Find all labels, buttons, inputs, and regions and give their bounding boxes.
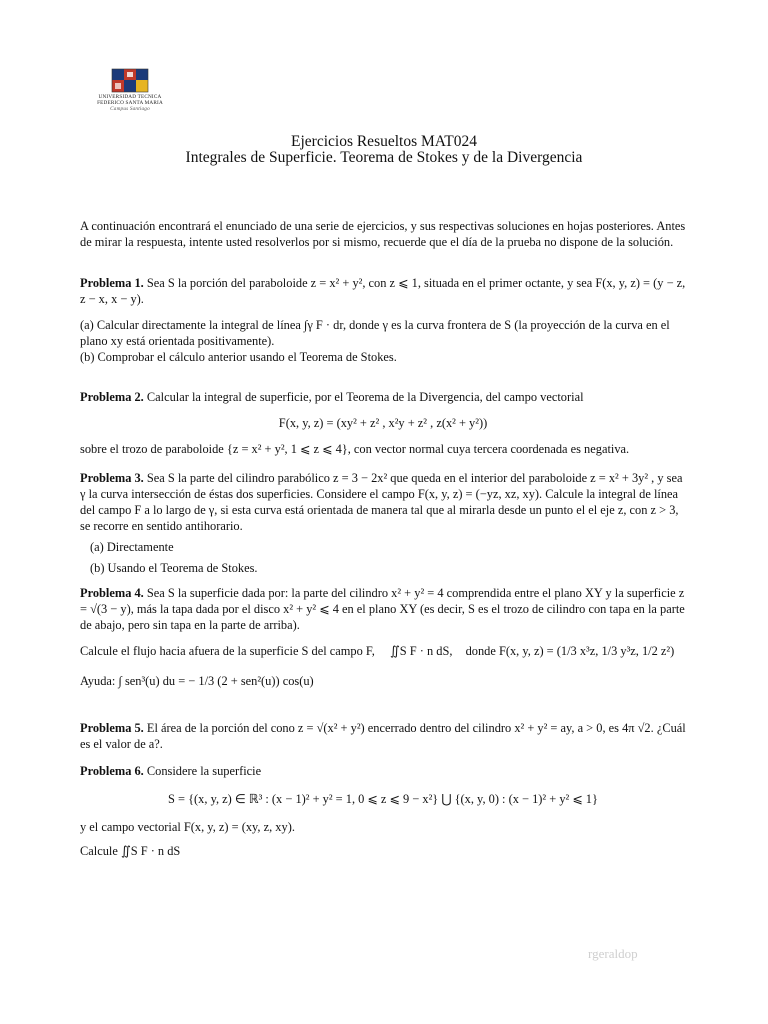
- problem-3-part-a: (a) Directamente: [90, 540, 174, 554]
- problem-1-part-b: (b) Comprobar el cálculo anterior usando el Teorema de Stokes.: [80, 350, 397, 364]
- problem-2-after: sobre el trozo de paraboloide {z = x² + y², 1 ⩽ z ⩽ 4}, con vector normal cuya tercera coordenada es negativa.: [80, 442, 630, 456]
- problem-2: [80, 389, 686, 457]
- problem-4-hint: ∫ sen³(u) du = − 1/3 (2 + sen²(u)) cos(u): [118, 674, 314, 688]
- problem-4-surface-integral: ∬S F · n dS,: [390, 644, 453, 658]
- problem-6-label: Problema 6.: [80, 764, 144, 778]
- logo-line-2: FEDERICO SANTA MARIA: [97, 100, 163, 106]
- problem-2-formula: F(x, y, z) = (xy² + z² , x²y + z² , z(x² + y²)): [278, 416, 488, 430]
- problem-2-label: Problema 2.: [80, 390, 144, 404]
- document-title: Ejercicios Resueltos MAT024: [291, 133, 477, 150]
- problem-5-text: El área de la porción del cono z = √(x² + y²) encerrado dentro del cilindro x² + y² = ay, a > 0, es 4π √2. ¿Cuál es el valor de a?.: [80, 721, 686, 751]
- intro-text: A continuación encontrará el enunciado de una serie de ejercicios, y sus respectivas soluciones en hojas posteriores. Antes de mirar la respuesta, intente usted resolverlos por si mismo, recuerde que el día de la prueba no dispone de la solución.: [80, 219, 686, 249]
- problem-3: [80, 470, 686, 576]
- problem-1-label: Problema 1.: [80, 276, 144, 290]
- problem-6-field: y el campo vectorial F(x, y, z) = (xy, z, xy).: [80, 820, 295, 834]
- problem-1: [80, 275, 686, 365]
- problem-5-label: Problema 5.: [80, 721, 144, 735]
- problem-4-hint-label: Ayuda:: [80, 674, 116, 688]
- problem-4-donde: donde F(x, y, z) =: [465, 644, 554, 658]
- university-crest-icon: [111, 68, 149, 94]
- problem-1-part-a: (a) Calcular directamente la integral de línea ∫γ F · dr, donde γ es la curva frontera de S (la proyección de la curva en el plano xy está orientada positivamente).: [80, 318, 670, 348]
- problem-4-label: Problema 4.: [80, 586, 144, 600]
- problem-4-flux-text: Calcule el flujo hacia afuera de la superficie S del campo F,: [80, 644, 375, 658]
- logo-line-1: UNIVERSIDAD TECNICA: [98, 94, 162, 100]
- watermark: rgeraldop: [588, 946, 638, 961]
- problem-5: [80, 720, 686, 752]
- problem-1-text: Sea S la porción del paraboloide z = x² + y², con z ⩽ 1, situada en el primer octante, y sea F(x, y, z) = (y − z, z − x, x − y).: [80, 276, 686, 306]
- problem-4-field: (1/3 x³z, 1/3 y³z, 1/2 z²): [556, 644, 675, 658]
- problem-6: [80, 763, 686, 859]
- problem-3-text: Sea S la parte del cilindro parabólico z = 3 − 2x² que queda en el interior del paraboloide z = x² + 3y² , y sea γ la curva intersección de éstas dos superficies. Considere el campo F(x, y, z) = (−yz, xz, xy). Calcule la integral de línea del campo F a lo largo de γ, si esta curva está orientada de manera tal que al mirarla desde un punto el el eje z, con z > 3, se recorre en sentido antihorario.: [80, 471, 683, 533]
- university-logo: [88, 68, 172, 112]
- problem-4: [80, 585, 686, 689]
- logo-line-3: Campus Santiago: [110, 106, 150, 112]
- problem-3-part-b: (b) Usando el Teorema de Stokes.: [90, 561, 258, 575]
- problem-3-label: Problema 3.: [80, 471, 144, 485]
- problem-2-text: Calcular la integral de superficie, por el Teorema de la Divergencia, del campo vectorial: [146, 390, 584, 404]
- problem-6-calc: Calcule ∬S F · n dS: [80, 844, 181, 858]
- problem-6-set: S = {(x, y, z) ∈ ℝ³ : (x − 1)² + y² = 1, 0 ⩽ z ⩽ 9 − x²} ⋃ {(x, y, 0) : (x − 1)² + y² ⩽ 1}: [168, 792, 598, 806]
- intro-paragraph: [80, 218, 686, 250]
- problem-4-text: Sea S la superficie dada por: la parte del cilindro x² + y² = 4 comprendida entre el plano XY y la superficie z = √(3 − y), más la tapa dada por el disco x² + y² ⩽ 4 en el plano XY (es decir, S es el trozo de cilindro con tapa en la parte de abajo, pero sin tapa en la parte de arriba).: [80, 586, 685, 632]
- document-subtitle: Integrales de Superficie. Teorema de Stokes y de la Divergencia: [185, 149, 583, 166]
- problem-6-text: Considere la superficie: [146, 764, 262, 778]
